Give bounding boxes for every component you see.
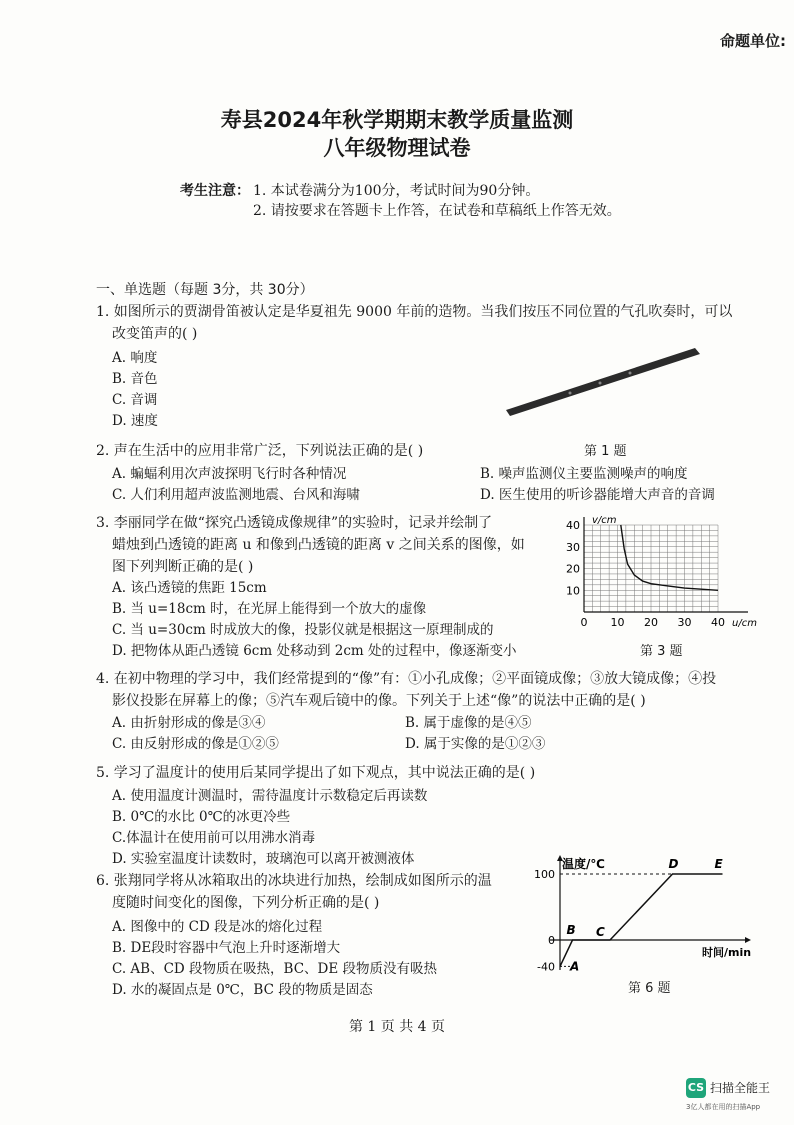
x-axis-label: 时间/min <box>702 946 752 959</box>
q5-option-c: C.体温计在使用前可以用沸水消毒 <box>112 830 316 846</box>
q6-option-a: A. 图像中的 CD 段是冰的熔化过程 <box>112 919 323 935</box>
q6-chart <box>520 852 780 972</box>
q1-option-c: C. 音调 <box>112 392 158 408</box>
q3-option-d: D. 把物体从距凸透镜 6cm 处移动到 2cm 处的过程中，像逐渐变小 <box>112 643 517 659</box>
exam-unit-label: 命题单位: <box>720 32 786 50</box>
q1-option-a: A. 响度 <box>112 350 158 366</box>
bone-flute-shape <box>506 348 700 416</box>
x-tick-label: 10 <box>610 616 625 629</box>
q3-stem-2: 蜡烛到凸透镜的距离 u 和像到凸透镜的距离 v 之间关系的图像，如 <box>112 537 525 553</box>
q3-stem-3: 图下列判断正确的是( ) <box>112 559 254 575</box>
y-tick-label: -40 <box>537 960 555 972</box>
q6-stem-2: 度随时间变化的图像，下列分析正确的是( ) <box>112 895 380 911</box>
q3-chart <box>556 510 776 640</box>
q4-option-a: A. 由折射形成的像是③④ <box>112 715 266 731</box>
point-label-d: D <box>668 857 679 871</box>
point-label-a: A <box>570 959 580 972</box>
q2-option-b: B. 噪声监测仪主要监测噪声的响度 <box>480 466 688 482</box>
q2-option-d: D. 医生使用的听诊器能增大声音的音调 <box>480 487 715 503</box>
x-tick-label: 20 <box>644 616 658 629</box>
q6-stem-1: 6. 张翔同学将从冰箱取出的冰块进行加热，绘制成如图所示的温 <box>96 873 492 889</box>
x-tick-label: 0 <box>580 616 588 629</box>
x-tick-label: 40 <box>711 616 725 629</box>
exam-subtitle: 八年级物理试卷 <box>323 136 471 160</box>
q5-option-d: D. 实验室温度计读数时，玻璃泡可以离开被测液体 <box>112 851 415 867</box>
x-tick-label: 30 <box>677 616 692 629</box>
y-axis-label: 温度/℃ <box>562 857 605 871</box>
q3-option-c: C. 当 u=30cm 时成放大的像，投影仪就是根据这一原理制成的 <box>112 622 494 638</box>
y-tick-label: 20 <box>566 562 580 576</box>
q4-option-c: C. 由反射形成的像是①②⑤ <box>112 736 279 752</box>
notice-line-2: 2. 请按要求在答题卡上作答，在试卷和草稿纸上作答无效。 <box>253 203 621 219</box>
notice-label: 考生注意： <box>180 183 250 199</box>
point-label-b: B <box>566 923 576 937</box>
y-tick-label: 100 <box>534 868 555 881</box>
q1-stem-1: 1. 如图所示的贾湖骨笛被认定是华夏祖先 9000 年前的造物。当我们按压不同位置的气孔吹奏时，可以 <box>96 304 733 320</box>
q1-stem-2: 改变笛声的( ) <box>112 326 198 342</box>
q4-option-b: B. 属于虚像的是④⑤ <box>405 715 532 731</box>
q4-option-d: D. 属于实像的是①②③ <box>405 736 546 752</box>
q6-option-d: D. 水的凝固点是 0℃，BC 段的物质是固态 <box>112 982 373 998</box>
q2-option-c: C. 人们利用超声波监测地震、台风和海啸 <box>112 487 360 503</box>
scanner-brand: 扫描全能王 <box>710 1081 771 1095</box>
y-axis-label: v/cm <box>592 515 617 526</box>
scanner-tagline: 3亿人都在用的扫描App <box>686 1103 761 1111</box>
y-tick-label: 30 <box>566 540 580 554</box>
q5-stem: 5. 学习了温度计的使用后某同学提出了如下观点，其中说法正确的是( ) <box>96 765 536 781</box>
exam-title: 寿县2024年秋学期期末教学质量监测 <box>220 108 574 132</box>
q5-option-a: A. 使用温度计测温时，需待温度计示数稳定后再读数 <box>112 788 428 804</box>
q6-option-b: B. DE段时容器中气泡上升时逐渐增大 <box>112 940 341 956</box>
point-label-e: E <box>714 857 723 871</box>
q4-stem-2: 影仪投影在屏幕上的像；⑤汽车观后镜中的像。下列关于上述“像”的说法中正确的是( ) <box>112 693 646 709</box>
bone-flute-figure <box>490 340 710 420</box>
q3-option-a: A. 该凸透镜的焦距 15cm <box>112 580 267 596</box>
x-axis-label: u/cm <box>732 618 757 629</box>
q6-option-c: C. AB、CD 段物质在吸热，BC、DE 段物质没有吸热 <box>112 961 438 977</box>
q3-stem-1: 3. 李丽同学在做“探究凸透镜成像规律”的实验时，记录并绘制了 <box>96 515 493 531</box>
y-tick-label: 10 <box>566 584 580 598</box>
q2-stem: 2. 声在生活中的应用非常广泛，下列说法正确的是( ) <box>96 443 424 459</box>
x-axis-arrow <box>745 937 751 943</box>
q2-option-a: A. 蝙蝠利用次声波探明飞行时各种情况 <box>112 466 347 482</box>
y-tick-label: 0 <box>548 934 555 947</box>
q6-figure-caption: 第 6 题 <box>628 981 671 996</box>
q5-option-b: B. 0℃的水比 0℃的冰更冷些 <box>112 809 291 825</box>
q1-option-b: B. 音色 <box>112 371 158 387</box>
notice-line-1: 1. 本试卷满分为100分，考试时间为90分钟。 <box>253 183 540 199</box>
point-label-c: C <box>596 925 605 939</box>
page-footer: 第 1 页 共 4 页 <box>348 1019 446 1035</box>
q1-option-d: D. 速度 <box>112 413 158 429</box>
q4-stem-1: 4. 在初中物理的学习中，我们经常提到的“像”有：①小孔成像；②平面镜成像；③放大镜成像；④投 <box>96 671 717 687</box>
scanner-logo-icon: CS <box>686 1078 706 1098</box>
section-title: 一、单选题（每题 3分，共 30分） <box>96 282 314 298</box>
q3-option-b: B. 当 u=18cm 时，在光屏上能得到一个放大的虚像 <box>112 601 427 617</box>
series-line <box>560 874 723 966</box>
q3-figure-caption: 第 3 题 <box>640 644 683 659</box>
q1-figure-caption: 第 1 题 <box>584 444 627 459</box>
y-tick-label: 40 <box>566 519 580 532</box>
